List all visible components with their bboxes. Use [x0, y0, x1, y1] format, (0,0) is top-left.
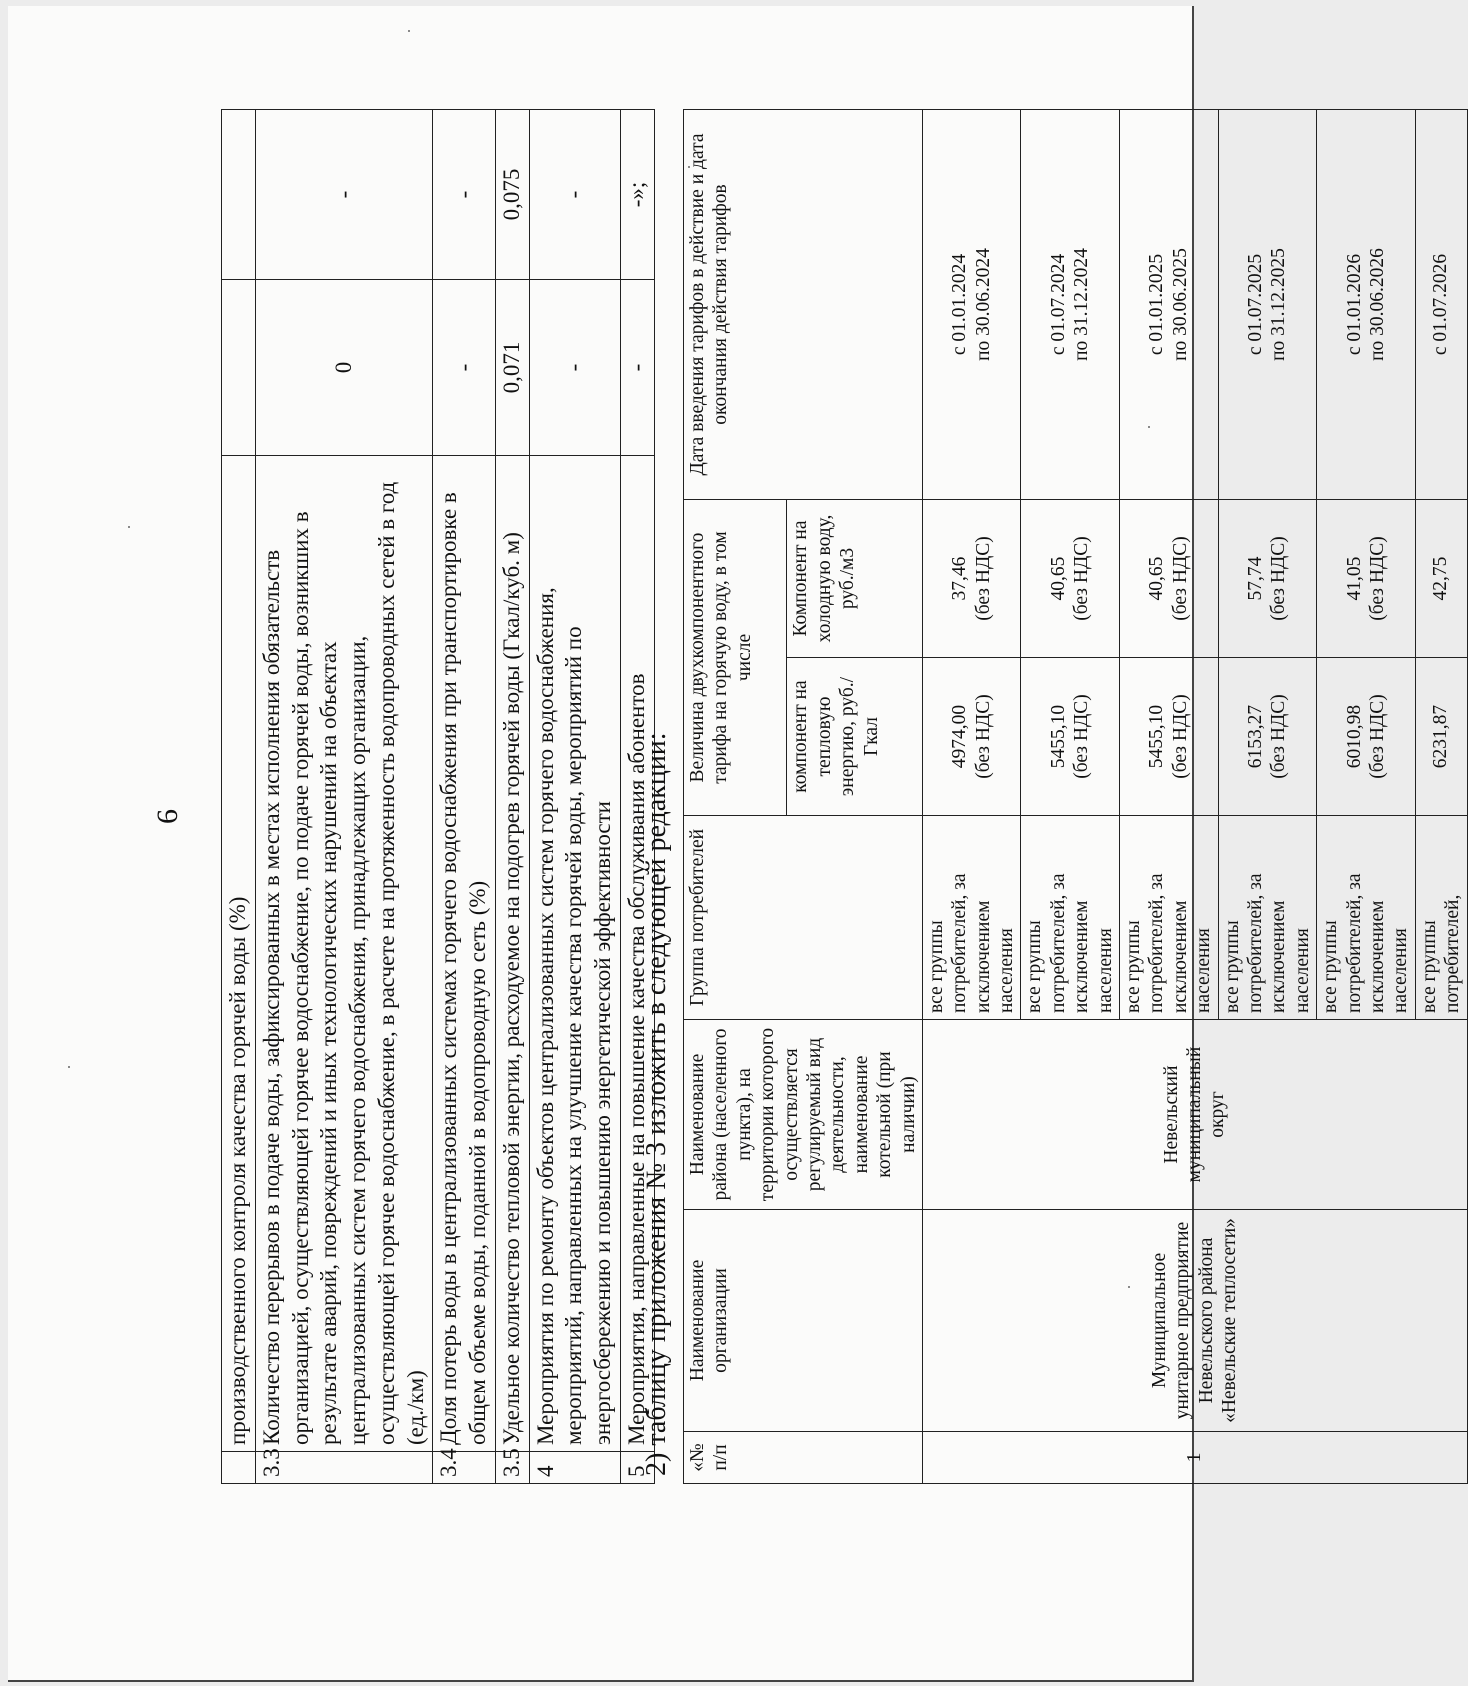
rotated-landscape-content [41, 44, 1464, 1644]
row-number: 3.3 [255, 1452, 433, 1484]
cold-value [1415, 500, 1467, 658]
heat-value [922, 658, 1021, 816]
heat-value [1120, 658, 1219, 816]
date-to: по 31.12.2025 [1268, 248, 1290, 361]
row-number: 4 [529, 1452, 620, 1484]
consumer-group: все группы потребителей, за исключением населения [1021, 816, 1120, 1020]
consumer-group: все группы потребителей, за исключением населения [1218, 816, 1317, 1020]
row-number: 3.5 [495, 1452, 529, 1484]
heat-amount: 5455,10 [1047, 704, 1069, 769]
cold-amount: 37,46 [949, 556, 971, 601]
vat-note: (без НДС) [1071, 694, 1093, 779]
table-row [529, 110, 620, 1484]
header-cold-component: Компонент на холодную воду, руб./м3 [787, 500, 923, 658]
heat-amount: 6153,27 [1244, 704, 1266, 769]
table-row [255, 110, 433, 1484]
row-number: 5 [620, 1452, 654, 1484]
value-2024: - [433, 280, 496, 456]
date-range [1120, 110, 1219, 500]
heat-value [1317, 658, 1416, 816]
scanned-page [8, 6, 1464, 1682]
indicator-text: Мероприятия, направленные на повышение качества обслуживания абонентов [620, 456, 654, 1452]
scan-edge-bottom [8, 1680, 1194, 1682]
date-to: по 31.12.2024 [1071, 248, 1093, 361]
header-num: «№ п/п [684, 1432, 923, 1484]
heat-amount: 6231,87 [1430, 704, 1452, 769]
indicator-text: производственного контроля качества горячей воды (%) [222, 456, 256, 1452]
date-to: по 30.06.2024 [972, 248, 994, 361]
date-to: по 30.06.2026 [1366, 248, 1388, 361]
date-from: с 01.07.2025 [1244, 253, 1266, 356]
value-2025: - [255, 110, 433, 280]
value-2024: - [620, 280, 654, 456]
cold-amount: 41,05 [1343, 556, 1365, 601]
cold-value [1120, 500, 1219, 658]
value-2025: - [529, 110, 620, 280]
date-from: с 01.01.2026 [1343, 253, 1365, 356]
cold-value [1218, 500, 1317, 658]
entry-organization: Муниципальное унитарное предприятие Невельского района «Невельские теплосети» [922, 1210, 1467, 1432]
header-tariff: Величина двухкомпонентного тарифа на горячую воду, в том числе [684, 500, 787, 816]
vat-note: (без НДС) [1268, 694, 1290, 779]
table-row [433, 110, 496, 1484]
tariff-table [683, 109, 1468, 1484]
entry-num: 1 [922, 1432, 1467, 1484]
consumer-group: все группы потребителей, за исключением населения [922, 816, 1021, 1020]
cold-amount: 40,65 [1047, 556, 1069, 601]
consumer-group: все группы потребителей, за исключением населения [1120, 816, 1219, 1020]
cold-value [1317, 500, 1416, 658]
section-heading: 2) таблицу приложения № 3 изложить в следующей редакции: [641, 732, 672, 1476]
table-row [495, 110, 529, 1484]
date-range [1415, 110, 1467, 500]
date-range [1317, 110, 1416, 500]
consumer-group: все группы потребителей, [1415, 816, 1467, 1020]
indicators-table [221, 109, 655, 1484]
vat-note: (без НДС) [1366, 694, 1388, 779]
date-range [922, 110, 1021, 500]
date-from: с 01.07.2026 [1430, 253, 1452, 356]
vat-note: (без НДС) [1169, 694, 1191, 779]
cold-value [922, 500, 1021, 658]
value-2025 [222, 110, 256, 280]
cold-amount: 42,75 [1430, 556, 1452, 601]
page-number: 6 [151, 809, 184, 824]
indicator-text: Количество перерывов в подаче воды, зафиксированных в местах исполнения обязательств организацией, осуществляющей горячее водоснабжение, по подаче горячей воды, возникших в результате аварий, повреждений и иных технологических нарушений на объектах централизованных систем горячего водоснабжения, принадлежащих организации, осуществляющей горячее водоснабжение, в расчете на протяженность водопроводных сетей в год (ед./км) [255, 456, 433, 1452]
value-2024: - [529, 280, 620, 456]
cold-amount: 57,74 [1244, 556, 1266, 601]
heat-value [1415, 658, 1467, 816]
value-2024: 0 [255, 280, 433, 456]
value-2025: 0,075 [495, 110, 529, 280]
vat-note: (без НДС) [1268, 536, 1290, 621]
date-range [1021, 110, 1120, 500]
indicator-text: Доля потерь воды в централизованных системах горячего водоснабжения при транспортировке в общем объеме воды, поданной в водопроводную сеть (%) [433, 456, 496, 1452]
entry-district: Невельский муниципальный округ [922, 1020, 1467, 1210]
header-organization: Наименование организации [684, 1210, 923, 1432]
heat-value [1021, 658, 1120, 816]
header-row [684, 110, 787, 1484]
date-from: с 01.01.2025 [1146, 253, 1168, 356]
header-dates: Дата введения тарифов в действие и дата окончания действия тарифов [684, 110, 923, 500]
date-from: с 01.07.2024 [1047, 253, 1069, 356]
value-2025: -»; [620, 110, 654, 280]
vat-note: (без НДС) [972, 694, 994, 779]
heat-amount: 4974,00 [949, 704, 971, 769]
heat-amount: 6010,98 [1343, 704, 1365, 769]
vat-note: (без НДС) [1169, 536, 1191, 621]
consumer-group: все группы потребителей, за исключением населения [1317, 816, 1416, 1020]
indicator-text: Удельное количество тепловой энергии, расходуемое на подогрев горячей воды (Гкал/куб. м) [495, 456, 529, 1452]
indicator-text: Мероприятия по ремонту объектов централизованных систем горячего водоснабжения, мероприятий, направленных на улучшение качества горячей воды, мероприятий по энергосбережению и повышению энергетической эффективности [529, 456, 620, 1452]
heat-value [1218, 658, 1317, 816]
vat-note: (без НДС) [1071, 536, 1093, 621]
heat-amount: 5455,10 [1146, 704, 1168, 769]
cold-amount: 40,65 [1146, 556, 1168, 601]
header-heat-component: компонент на тепловую энергию, руб./Гкал [787, 658, 923, 816]
value-2025: - [433, 110, 496, 280]
table-row [922, 110, 1021, 1484]
date-from: с 01.01.2024 [949, 253, 971, 356]
date-to: по 30.06.2025 [1169, 248, 1191, 361]
vat-note: (без НДС) [1366, 536, 1388, 621]
row-number: 3.4 [433, 1452, 496, 1484]
row-number [222, 1452, 256, 1484]
scan-speck [408, 30, 410, 32]
cold-value [1021, 500, 1120, 658]
value-2024: 0,071 [495, 280, 529, 456]
value-2024 [222, 280, 256, 456]
header-district: Наименование района (населенного пункта), на территории которого осуществляется регулируемый вид деятельности, наименование котельной (при наличии) [684, 1020, 923, 1210]
date-range [1218, 110, 1317, 500]
table-row [222, 110, 256, 1484]
vat-note: (без НДС) [972, 536, 994, 621]
header-consumer-group: Группа потребителей [684, 816, 923, 1020]
